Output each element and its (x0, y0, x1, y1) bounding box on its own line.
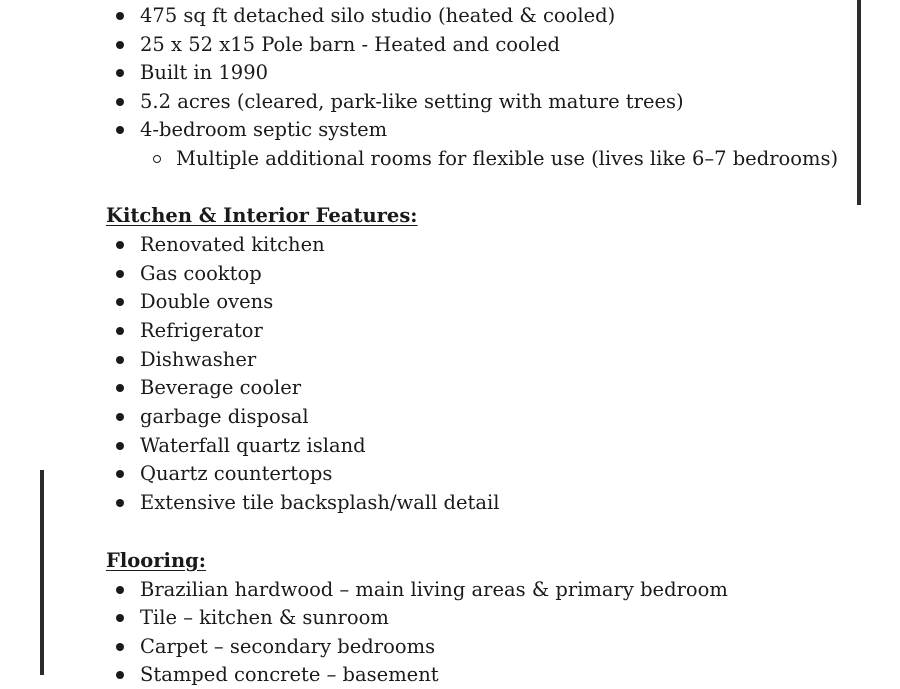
list-item: Renovated kitchen (140, 231, 325, 259)
list-item: Refrigerator (140, 317, 263, 345)
list-item: Gas cooktop (140, 260, 262, 288)
list-item: Stamped concrete – basement (140, 661, 439, 689)
list-item: 5.2 acres (cleared, park-like setting with mature trees) (140, 88, 684, 116)
list-item: Built in 1990 (140, 59, 268, 87)
list-item: Quartz countertops (140, 460, 332, 488)
list-item: 475 sq ft detached silo studio (heated & cooled) (140, 2, 615, 30)
section-heading-kitchen: Kitchen & Interior Features: (106, 204, 418, 227)
list-item: Waterfall quartz island (140, 432, 366, 460)
list-item: Extensive tile backsplash/wall detail (140, 489, 500, 517)
list-item: garbage disposal (140, 403, 309, 431)
list-item: Brazilian hardwood – main living areas & primary bedroom (140, 576, 728, 604)
margin-rule-left (40, 470, 44, 675)
section-heading-flooring: Flooring: (106, 549, 206, 572)
list-item: Double ovens (140, 288, 273, 316)
margin-rule-right (857, 0, 861, 205)
list-item: 4-bedroom septic system (140, 116, 387, 144)
sub-list-item: Multiple additional rooms for flexible use (lives like 6–7 bedrooms) (176, 145, 838, 173)
list-item: Dishwasher (140, 346, 256, 374)
list-item: Beverage cooler (140, 374, 301, 402)
list-item: Carpet – secondary bedrooms (140, 633, 435, 661)
list-item: Tile – kitchen & sunroom (140, 604, 389, 632)
list-item: 25 x 52 x15 Pole barn - Heated and cooled (140, 31, 560, 59)
